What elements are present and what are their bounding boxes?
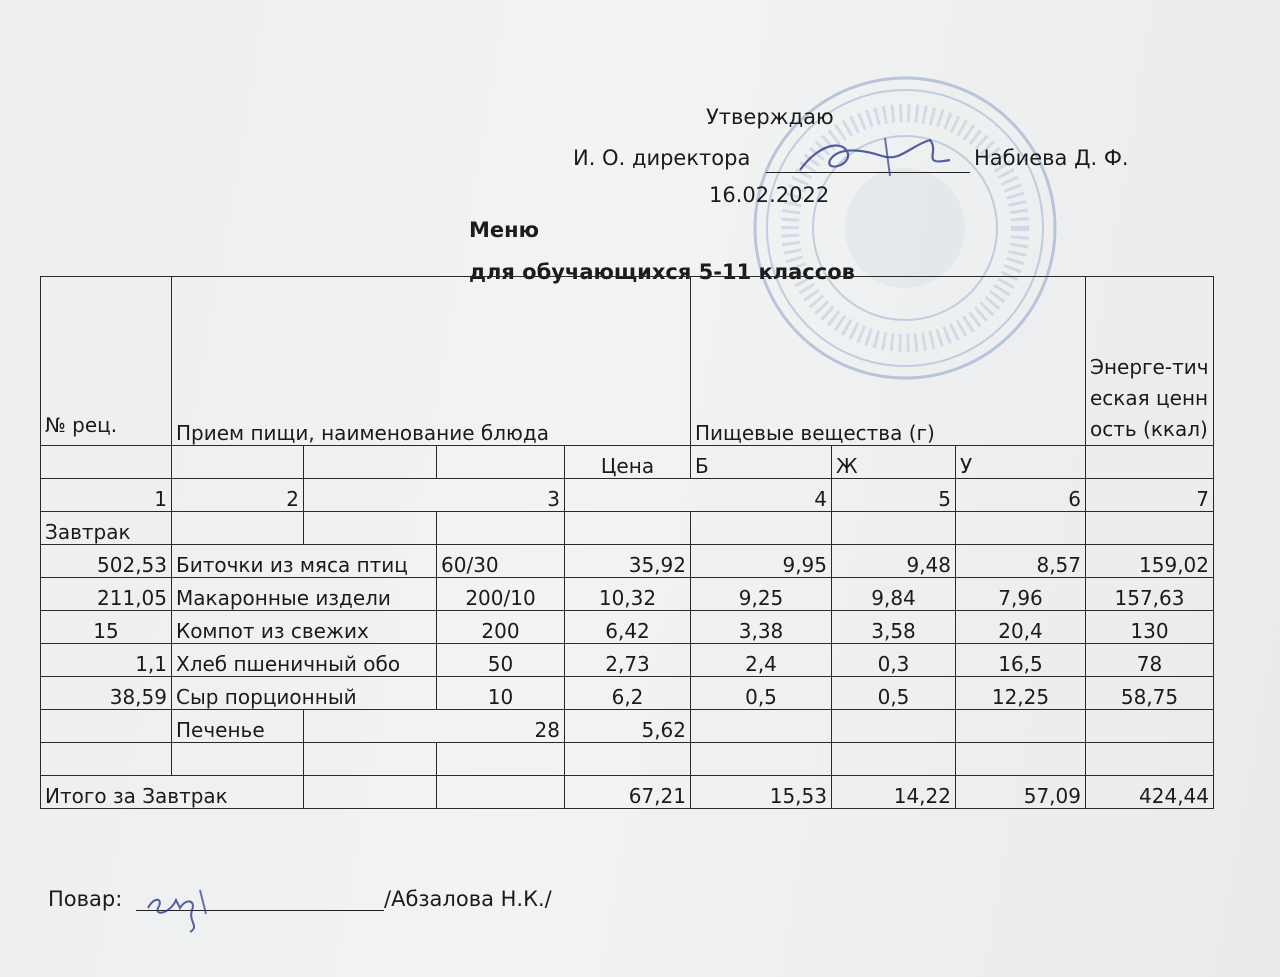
col-energy: Энерге-тическая ценность (ккал) <box>1086 277 1214 446</box>
dish-name: Хлеб пшеничный обо <box>172 644 437 677</box>
dish-weight: 200 <box>437 611 565 644</box>
dish-price: 6,42 <box>565 611 691 644</box>
dish-carbs: 12,25 <box>956 677 1086 710</box>
dish-fat: 9,84 <box>832 578 956 611</box>
sub-price: Цена <box>565 446 691 479</box>
dish-protein: 0,5 <box>691 677 832 710</box>
total-fat: 14,22 <box>832 776 956 809</box>
approval-date: 16.02.2022 <box>709 183 830 207</box>
table-row <box>41 545 1214 578</box>
director-signature <box>790 132 960 182</box>
dish-weight: 50 <box>437 644 565 677</box>
index-cell: 2 <box>172 479 304 512</box>
table-index-row <box>41 479 1214 512</box>
cook-name: /Абзалова Н.К./ <box>384 887 552 911</box>
recipe-number: 211,05 <box>41 578 172 611</box>
menu-table <box>40 276 1214 809</box>
cook-label: Повар: <box>48 887 123 911</box>
sub-protein: Б <box>691 446 832 479</box>
table-row <box>41 677 1214 710</box>
menu-subtitle: для обучающихся 5-11 классов <box>469 260 855 284</box>
director-role: И. О. директора <box>573 146 751 170</box>
dish-protein: 2,4 <box>691 644 832 677</box>
col-nutrients: Пищевые вещества (г) <box>691 277 1086 446</box>
dish-carbs: 16,5 <box>956 644 1086 677</box>
dish-weight: 60/30 <box>437 545 565 578</box>
recipe-number: 38,59 <box>41 677 172 710</box>
dish-price: 6,2 <box>565 677 691 710</box>
dish-weight: 200/10 <box>437 578 565 611</box>
index-cell: 7 <box>1086 479 1214 512</box>
col-meal-name: Прием пищи, наименование блюда <box>172 277 691 446</box>
dish-protein: 9,95 <box>691 545 832 578</box>
dish-name: Макаронные издели <box>172 578 437 611</box>
dish-weight: 10 <box>437 677 565 710</box>
total-label: Итого за Завтрак <box>41 776 304 809</box>
sub-carbs: У <box>956 446 1086 479</box>
dish-fat: 0,3 <box>832 644 956 677</box>
dish-price: 5,62 <box>565 710 691 743</box>
recipe-number: 502,53 <box>41 545 172 578</box>
dish-name: Компот из свежих <box>172 611 437 644</box>
table-header-row <box>41 277 1214 446</box>
dish-kcal: 157,63 <box>1086 578 1214 611</box>
director-name: Набиева Д. Ф. <box>974 146 1129 170</box>
index-cell: 6 <box>956 479 1086 512</box>
total-row <box>41 776 1214 809</box>
total-carbs: 57,09 <box>956 776 1086 809</box>
col-recipe-number: № рец. <box>41 277 172 446</box>
dish-fat: 3,58 <box>832 611 956 644</box>
approve-label: Утверждаю <box>706 105 834 129</box>
dish-kcal: 130 <box>1086 611 1214 644</box>
dish-carbs: 7,96 <box>956 578 1086 611</box>
dish-name: Сыр порционный <box>172 677 437 710</box>
dish-fat: 9,48 <box>832 545 956 578</box>
total-kcal: 424,44 <box>1086 776 1214 809</box>
total-price: 67,21 <box>565 776 691 809</box>
dish-kcal: 58,75 <box>1086 677 1214 710</box>
dish-price: 35,92 <box>565 545 691 578</box>
dish-protein: 3,38 <box>691 611 832 644</box>
index-cell: 4 <box>565 479 832 512</box>
dish-weight: 28 <box>304 710 565 743</box>
recipe-number: 1,1 <box>41 644 172 677</box>
index-cell: 3 <box>304 479 565 512</box>
table-subheader-row <box>41 446 1214 479</box>
section-label: Завтрак <box>41 512 172 545</box>
dish-fat: 0,5 <box>832 677 956 710</box>
sub-fat: Ж <box>832 446 956 479</box>
empty-row <box>41 743 1214 776</box>
dish-kcal: 78 <box>1086 644 1214 677</box>
dish-carbs: 20,4 <box>956 611 1086 644</box>
dish-price: 2,73 <box>565 644 691 677</box>
dish-name: Печенье <box>172 710 304 743</box>
dish-name: Биточки из мяса птиц <box>172 545 437 578</box>
menu-title: Меню <box>469 218 540 242</box>
dish-carbs: 8,57 <box>956 545 1086 578</box>
dish-protein: 9,25 <box>691 578 832 611</box>
dish-kcal: 159,02 <box>1086 545 1214 578</box>
table-row <box>41 578 1214 611</box>
table-row <box>41 644 1214 677</box>
index-cell: 1 <box>41 479 172 512</box>
table-row <box>41 611 1214 644</box>
dish-price: 10,32 <box>565 578 691 611</box>
index-cell: 5 <box>832 479 956 512</box>
recipe-number: 15 <box>41 611 172 644</box>
section-row <box>41 512 1214 545</box>
total-protein: 15,53 <box>691 776 832 809</box>
table-row <box>41 710 1214 743</box>
cook-signature <box>140 878 230 934</box>
